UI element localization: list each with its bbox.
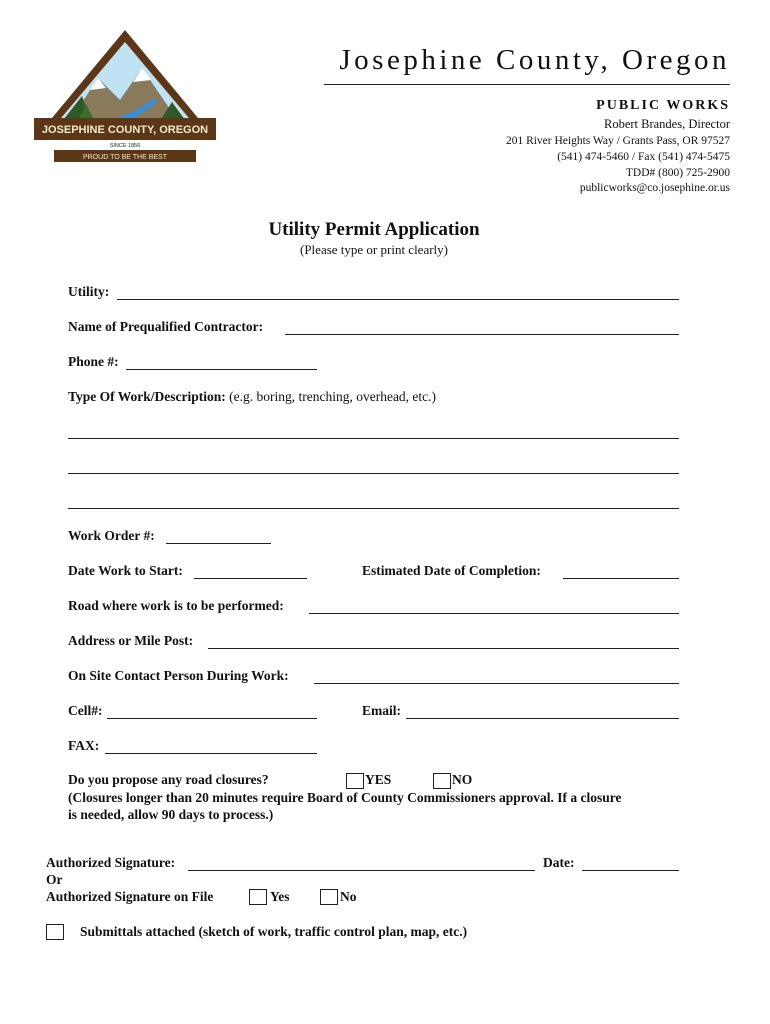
email-field[interactable] [406,717,679,719]
date-start-field[interactable] [194,577,307,579]
address-milepost-field[interactable] [208,647,679,649]
phone-field[interactable] [126,368,317,370]
signature-on-file-yes-checkbox[interactable] [249,889,267,905]
signature-date-label: Date: [543,855,575,870]
or-label: Or [46,872,63,887]
email-label: Email: [362,703,401,718]
fax-field[interactable] [105,752,317,754]
contact-field[interactable] [314,682,679,684]
logo-text: JOSEPHINE COUNTY, OREGON [41,124,209,136]
submittals-label: Submittals attached (sketch of work, traffic control plan, map, etc.) [80,924,468,939]
closure-note-line-2: is needed, allow 90 days to process.) [68,807,274,822]
county-name: Josephine County, Oregon [339,44,730,76]
road-field[interactable] [309,612,679,614]
utility-label: Utility: [68,284,110,299]
signature-on-file-no-label: No [340,889,357,904]
signature-label: Authorized Signature: [46,855,176,870]
contractor-label: Name of Prequalified Contractor: [68,319,264,334]
work-order-field[interactable] [166,542,271,544]
form-title: Utility Permit Application [268,219,480,240]
department-name: PUBLIC WORKS [596,98,730,113]
signature-on-file-label: Authorized Signature on File [46,889,214,904]
work-description-line-3[interactable] [68,507,679,509]
form-subtitle: (Please type or print clearly) [300,242,448,257]
director-name: Robert Brandes, Director [603,117,730,131]
department-address: 201 River Heights Way / Grants Pass, OR 97527 [505,135,730,147]
road-label: Road where work is to be performed: [68,598,284,613]
logo-motto: PROUD TO BE THE BEST [82,154,168,161]
closure-question: Do you propose any road closures? [68,772,269,787]
utility-field[interactable] [117,298,679,300]
date-end-field[interactable] [563,577,679,579]
signature-field[interactable] [188,869,535,871]
signature-date-field[interactable] [582,869,679,871]
work-type-hint: (e.g. boring, trenching, overhead, etc.) [229,389,437,404]
cell-field[interactable] [107,717,317,719]
signature-on-file-no-checkbox[interactable] [320,889,338,905]
department-email: publicworks@co.josephine.or.us [579,182,730,194]
closure-yes-label: YES [365,772,392,787]
header-divider [324,84,730,85]
contractor-field[interactable] [285,333,679,335]
work-type-label [68,389,436,405]
county-logo [30,26,220,166]
closure-no-checkbox[interactable] [433,773,451,789]
closure-note-line-1: (Closures longer than 20 minutes require Board of County Commissioners approval. If a closure [68,790,622,805]
work-type-label-text: Type Of Work/Description: [68,389,226,404]
closure-no-label: NO [452,772,473,787]
signature-on-file-yes-label: Yes [270,889,290,904]
work-order-label: Work Order #: [68,528,155,543]
logo-sub: SINCE 1856 [109,143,141,149]
date-start-label: Date Work to Start: [68,563,183,578]
department-tdd: TDD# (800) 725-2900 [625,167,730,179]
address-milepost-label: Address or Mile Post: [68,633,194,648]
closure-yes-checkbox[interactable] [346,773,364,789]
work-description-line-1[interactable] [68,437,679,439]
contact-label: On Site Contact Person During Work: [68,668,289,683]
fax-label: FAX: [68,738,100,753]
work-description-line-2[interactable] [68,472,679,474]
phone-label: Phone #: [68,354,119,369]
submittals-checkbox[interactable] [46,924,64,940]
department-phone-fax: (541) 474-5460 / Fax (541) 474-5475 [557,151,730,163]
cell-label: Cell#: [68,703,103,718]
date-end-label: Estimated Date of Completion: [362,563,541,578]
